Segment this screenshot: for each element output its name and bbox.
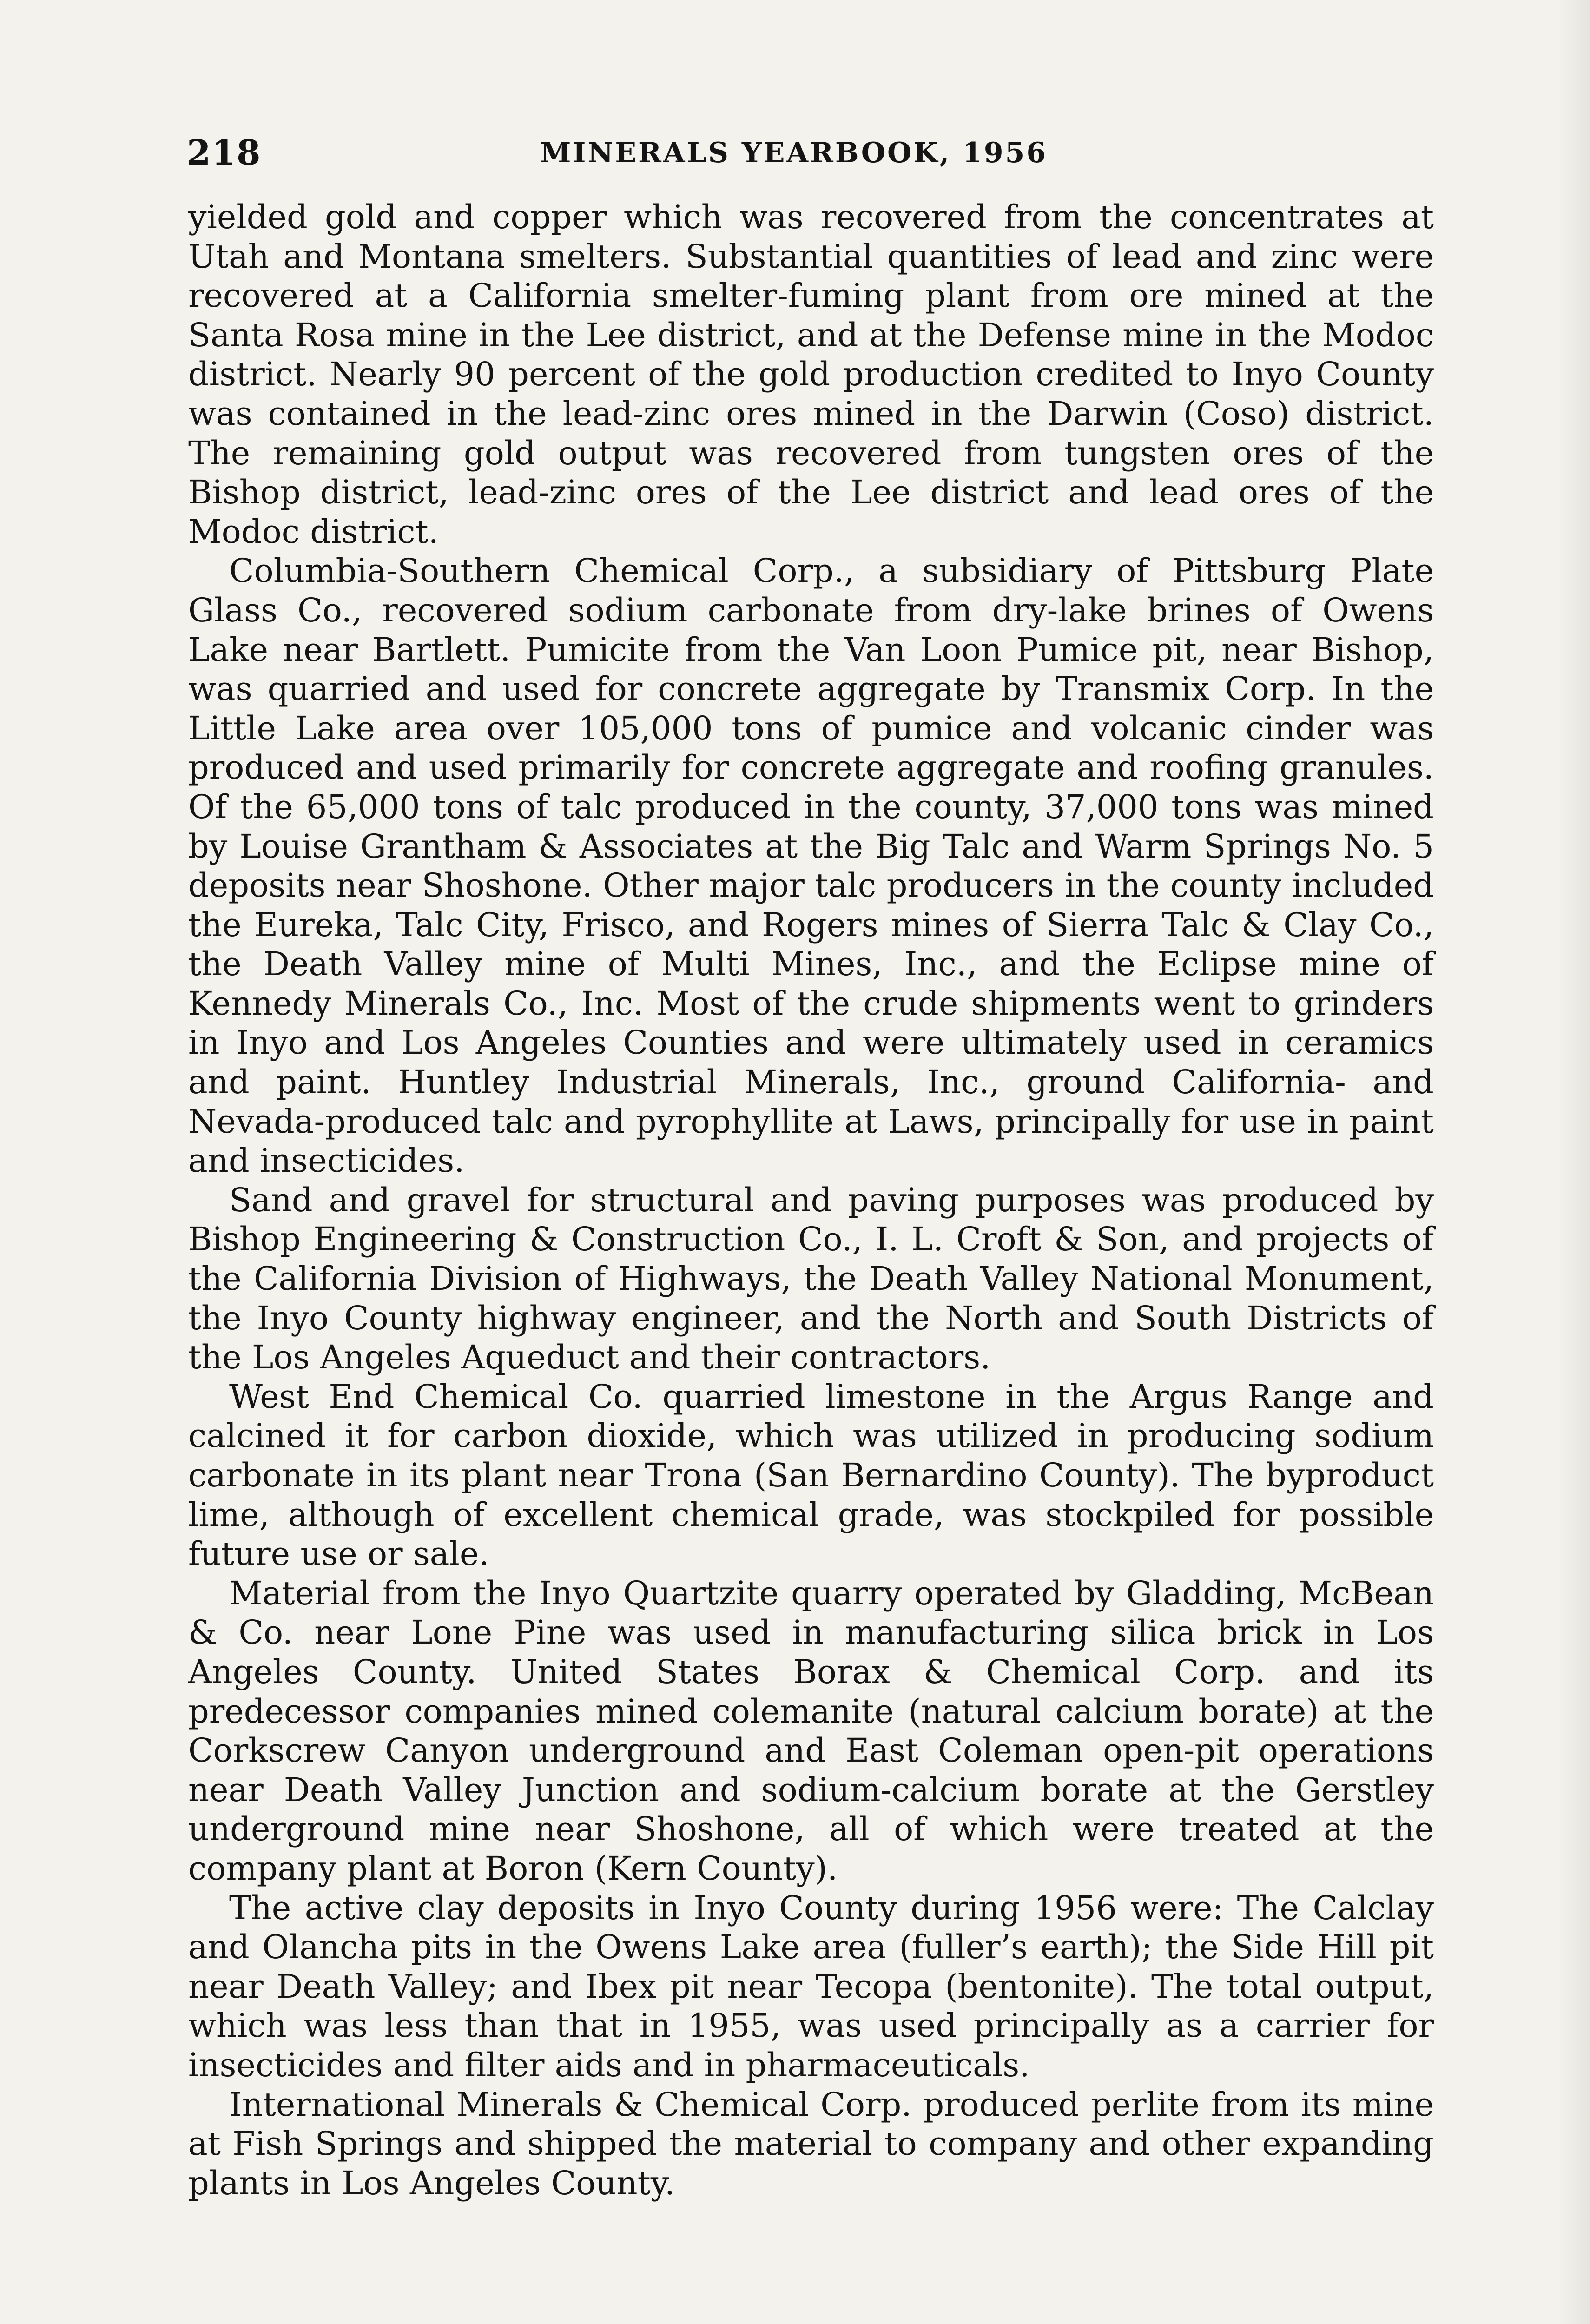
paragraph-gold-lead-zinc: yielded gold and copper which was recovered from the concentrates at Utah and Montana smelters. Substantial quantities of lead and zinc were recovered at a California smelter-fuming plant from ore mined at the Santa Rosa mine in the Lee district, and at the Defense mine in the Modoc district. Nearly 90 percent of the gold production credited to Inyo County was contained in the lead-zinc ores mined in the Darwin (Coso) district. The remaining gold output was recovered from tungsten ores of the Bishop district, lead-zinc ores of the Lee district and lead ores of the Modoc district.: [188, 198, 1434, 551]
paragraph-quartzite-borax: Material from the Inyo Quartzite quarry operated by Gladding, McBean & Co. near Lone Pine was used in manufacturing silica brick in Los Angeles County. United States Borax & Chemical Corp. and its predecessor companies mined colemanite (natural calcium borate) at the Corkscrew Canyon underground and East Coleman open-pit operations near Death Valley Junction and sodium-calcium borate at the Gerstley underground mine near Shoshone, all of which were treated at the company plant at Boron (Kern County).: [188, 1574, 1434, 1888]
paragraph-limestone: West End Chemical Co. quarried limestone in the Argus Range and calcined it for carbon dioxide, which was utilized in producing sodium carbonate in its plant near Trona (San Bernardino County). The byproduct lime, although of excellent chemical grade, was stockpiled for possible future use or sale.: [188, 1377, 1434, 1573]
running-head: MINERALS YEARBOOK, 1956: [540, 137, 1048, 169]
scan-edge-shadow: [1557, 0, 1590, 2324]
paragraph-sodium-pumice-talc: Columbia-Southern Chemical Corp., a subsidiary of Pittsburg Plate Glass Co., recovered sodium carbonate from dry-lake brines of Owens Lake near Bartlett. Pumicite from the Van Loon Pumice pit, near Bishop, was quarried and used for concrete aggregate by Transmix Corp. In the Little Lake area over 105,000 tons of pumice and volcanic cinder was produced and used primarily for concrete aggregate and roofing granules. Of the 65,000 tons of talc produced in the county, 37,000 tons was mined by Louise Grantham & Associates at the Big Talc and Warm Springs No. 5 deposits near Shoshone. Other major talc producers in the county included the Eureka, Talc City, Frisco, and Rogers mines of Sierra Talc & Clay Co., the Death Valley mine of Multi Mines, Inc., and the Eclipse mine of Kennedy Minerals Co., Inc. Most of the crude shipments went to grinders in Inyo and Los Angeles Counties and were ultimately used in ceramics and paint. Huntley Industrial Minerals, Inc., ground California- and Nevada-produced talc and pyrophyllite at Laws, principally for use in paint and insecticides.: [188, 552, 1434, 1180]
body-text: [188, 198, 1434, 2203]
paragraph-perlite: International Minerals & Chemical Corp. produced perlite from its mine at Fish Springs and shipped the material to company and other expanding plants in Los Angeles County.: [188, 2085, 1434, 2202]
paragraph-sand-gravel: Sand and gravel for structural and paving purposes was produced by Bishop Engineering & Construction Co., I. L. Croft & Son, and projects of the California Division of Highways, the Death Valley National Monument, the Inyo County highway engineer, and the North and South Districts of the Los Angeles Aqueduct and their contractors.: [188, 1181, 1434, 1377]
page-header: [187, 133, 1432, 184]
paragraph-clay: The active clay deposits in Inyo County during 1956 were: The Calclay and Olancha pits in the Owens Lake area (fuller’s earth); the Side Hill pit near Death Valley; and Ibex pit near Tecopa (bentonite). The total output, which was less than that in 1955, was used principally as a carrier for insecticides and filter aids and in pharmaceuticals.: [188, 1888, 1434, 2084]
page-number: 218: [187, 133, 262, 173]
